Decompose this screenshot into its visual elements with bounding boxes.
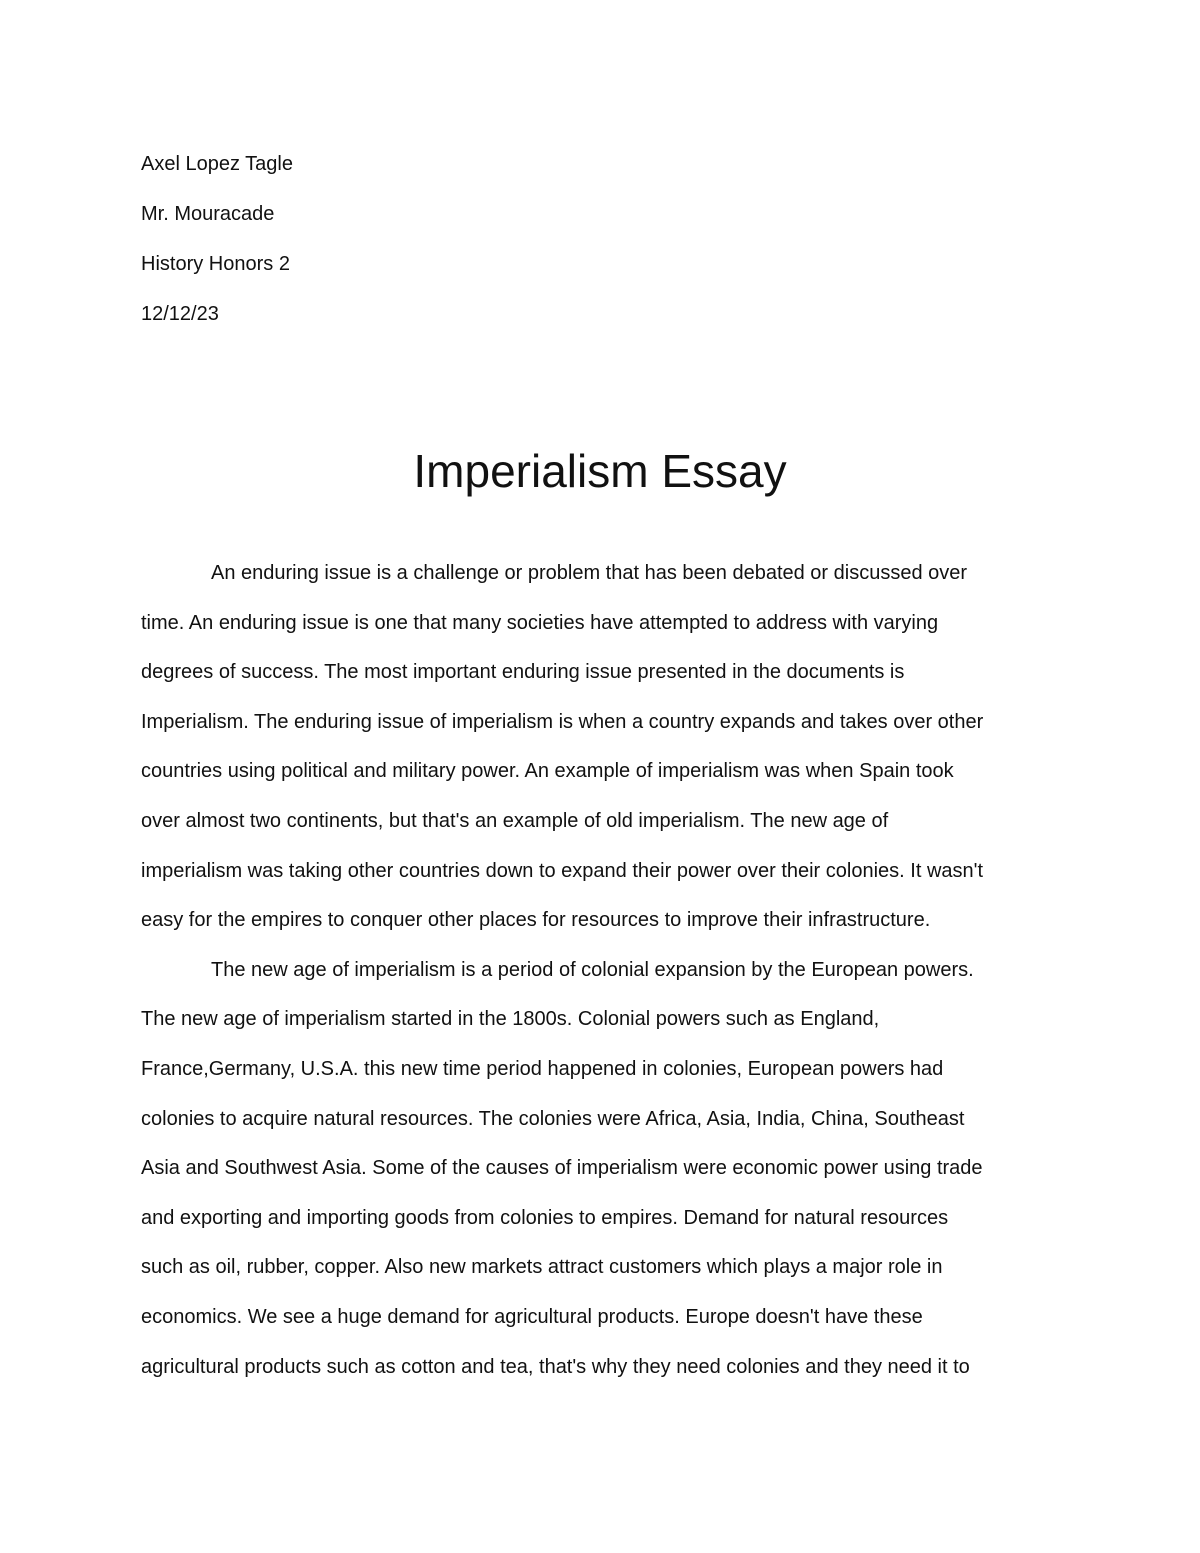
text-line: colonies to acquire natural resources. The colonies were Africa, Asia, India, China, Southeast xyxy=(141,1107,965,1130)
text-line: The new age of imperialism is a period of colonial expansion by the European powers. xyxy=(211,958,974,981)
text-line: over almost two continents, but that's an example of old imperialism. The new age of xyxy=(141,809,889,832)
text-line: countries using political and military power. An example of imperialism was when Spain took xyxy=(141,760,954,783)
course-name: History Honors 2 xyxy=(141,253,290,275)
text-line: easy for the empires to conquer other places for resources to improve their infrastructure. xyxy=(141,909,931,932)
text-line: and exporting and importing goods from colonies to empires. Demand for natural resources xyxy=(141,1206,949,1229)
text-line: France,Germany, U.S.A. this new time period happened in colonies, European powers had xyxy=(141,1057,944,1080)
text-line: The new age of imperialism started in the 1800s. Colonial powers such as England, xyxy=(141,1008,880,1031)
text-line: agricultural products such as cotton and tea, that's why they need colonies and they need it to xyxy=(141,1355,970,1378)
paragraph-2 xyxy=(141,946,1071,1392)
essay-header xyxy=(141,139,741,339)
essay-body xyxy=(141,549,1071,1392)
text-line: Asia and Southwest Asia. Some of the causes of imperialism were economic power using trade xyxy=(141,1157,983,1180)
essay-date: 12/12/23 xyxy=(141,303,219,325)
text-line: degrees of success. The most important enduring issue presented in the documents is xyxy=(141,661,905,684)
essay-title: Imperialism Essay xyxy=(413,445,787,497)
paragraph-1 xyxy=(141,549,1071,946)
text-line: economics. We see a huge demand for agricultural products. Europe doesn't have these xyxy=(141,1305,923,1328)
student-name: Axel Lopez Tagle xyxy=(141,153,293,175)
text-line: imperialism was taking other countries down to expand their power over their colonies. It wasn't xyxy=(141,859,984,882)
text-line: time. An enduring issue is one that many societies have attempted to address with varying xyxy=(141,611,939,634)
text-line: Imperialism. The enduring issue of imperialism is when a country expands and takes over other xyxy=(141,710,984,733)
text-line: An enduring issue is a challenge or problem that has been debated or discussed over xyxy=(211,562,968,584)
teacher-name: Mr. Mouracade xyxy=(141,203,275,225)
text-line: such as oil, rubber, copper. Also new markets attract customers which plays a major role in xyxy=(141,1256,943,1279)
